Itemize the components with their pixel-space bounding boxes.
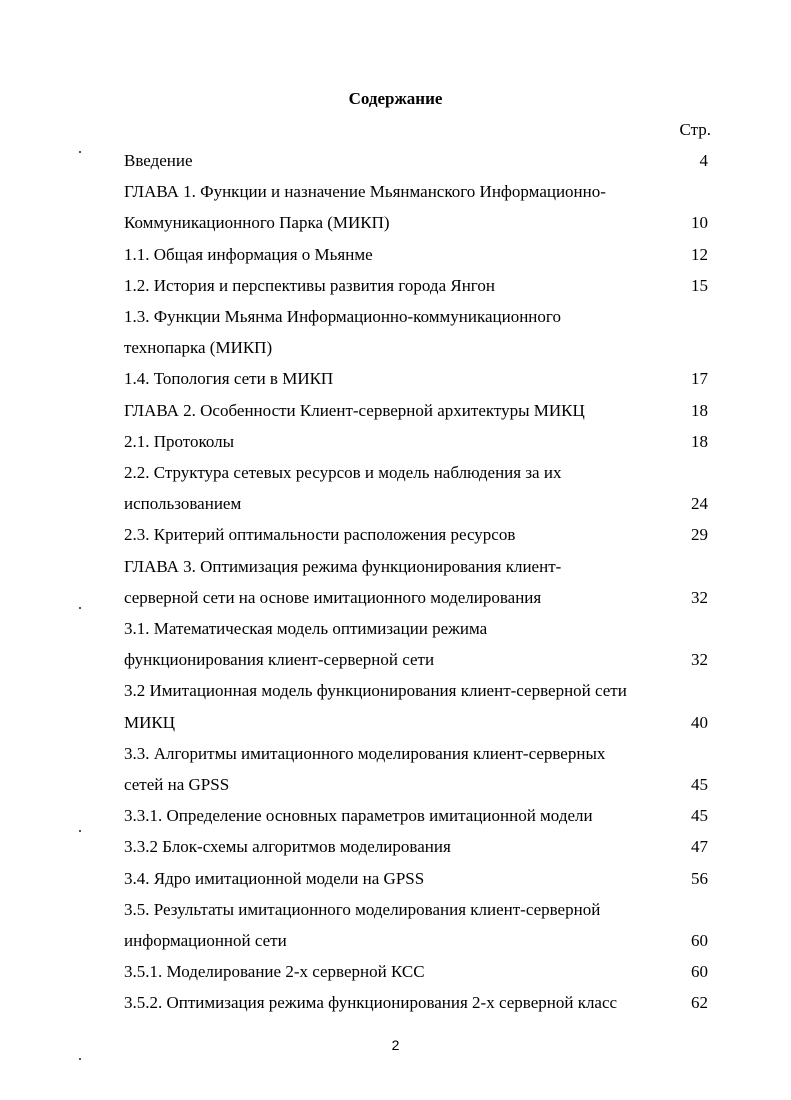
toc-entry-page: 60 bbox=[691, 930, 708, 950]
scan-mark bbox=[79, 830, 81, 832]
toc-entry-text: 3.4. Ядро имитационной модели на GPSS bbox=[124, 868, 425, 888]
toc-entry bbox=[124, 176, 714, 238]
toc-entry-text: 3.2 Имитационная модель функционирования клиент-серверной сети bbox=[124, 681, 627, 701]
page-column-label: Стр. bbox=[679, 120, 711, 139]
toc-entry bbox=[124, 145, 714, 176]
toc-entry-page: 29 bbox=[691, 525, 708, 545]
toc-entry-text: 3.3. Алгоритмы имитационного моделирования клиент-серверных bbox=[124, 743, 606, 763]
toc-entry-text: 1.1. Общая информация о Мьянме bbox=[124, 244, 373, 264]
toc-entry-text: МИКЦ bbox=[124, 712, 176, 732]
page-number: 2 bbox=[391, 1037, 400, 1053]
toc-entry bbox=[124, 613, 714, 675]
toc-entry-text: 2.3. Критерий оптимальности расположения ресурсов bbox=[124, 525, 516, 545]
toc-entry bbox=[124, 675, 714, 737]
toc-entry-page: 40 bbox=[691, 712, 708, 732]
scan-mark bbox=[79, 1058, 81, 1060]
toc-entry-text: информационной сети bbox=[124, 930, 287, 950]
toc-entry-text: функционирования клиент-серверной сети bbox=[124, 650, 435, 670]
toc-entry-text: Коммуникационного Парка (МИКП) bbox=[124, 213, 390, 233]
toc-entry bbox=[124, 239, 714, 270]
toc-entry-text: 1.4. Топология сети в МИКП bbox=[124, 369, 334, 389]
toc-entry bbox=[124, 301, 714, 363]
toc-entry-text: 1.2. История и перспективы развития города Янгон bbox=[124, 275, 495, 295]
toc-entry bbox=[124, 894, 714, 956]
toc-entry-text: 2.1. Протоколы bbox=[124, 431, 235, 451]
toc-entry-text: технопарка (МИКП) bbox=[124, 338, 273, 358]
toc-entry-page: 15 bbox=[691, 275, 708, 295]
toc-entry bbox=[124, 800, 714, 831]
toc-entry-text: 1.3. Функции Мьянма Информационно-коммуникационного bbox=[124, 307, 561, 326]
toc-entry bbox=[124, 738, 714, 800]
toc-entry-text: ГЛАВА 3. Оптимизация режима функционирования клиент- bbox=[124, 556, 562, 576]
toc-entry-text: 2.2. Структура сетевых ресурсов и модель наблюдения за их bbox=[124, 463, 562, 482]
toc-entry-text: ГЛАВА 2. Особенности Клиент-серверной архитектуры МИКЦ bbox=[124, 400, 585, 420]
toc-entry bbox=[124, 519, 714, 550]
toc-entry-page: 4 bbox=[699, 151, 708, 170]
toc-entry bbox=[124, 551, 714, 613]
toc-entry-page: 62 bbox=[691, 993, 708, 1013]
toc-entry-page: 10 bbox=[691, 213, 708, 233]
toc-entry-text: 3.5. Результаты имитационного моделирования клиент-серверной bbox=[124, 899, 601, 919]
toc-entry-page: 32 bbox=[691, 650, 708, 670]
toc-entry bbox=[124, 426, 714, 457]
toc-entry-text: серверной сети на основе имитационного моделирования bbox=[124, 587, 542, 607]
toc-entry-text: Введение bbox=[124, 151, 193, 170]
toc-entry bbox=[124, 457, 714, 519]
toc-entry-page: 45 bbox=[691, 774, 708, 794]
toc-entry-page: 47 bbox=[691, 837, 708, 857]
toc-entry-page: 17 bbox=[691, 369, 708, 389]
toc-entry-page: 45 bbox=[691, 806, 708, 826]
toc-entry-text: сетей на GPSS bbox=[124, 774, 230, 794]
toc-entry-page: 56 bbox=[691, 868, 708, 888]
toc-entry bbox=[124, 987, 714, 1018]
toc-entry bbox=[124, 863, 714, 894]
toc-entry-page: 32 bbox=[691, 587, 708, 607]
page-title: Содержание bbox=[348, 89, 443, 108]
toc-entry bbox=[124, 956, 714, 987]
toc-entry-text: 3.5.1. Моделирование 2-х серверной КСС bbox=[124, 962, 425, 982]
toc-entry-text: использованием bbox=[124, 494, 242, 514]
toc-entry-page: 18 bbox=[691, 431, 708, 451]
toc-entry bbox=[124, 395, 714, 426]
toc-entry bbox=[124, 270, 714, 301]
toc-entry-text: ГЛАВА 1. Функции и назначение Мьянманского Информационно- bbox=[124, 182, 606, 202]
toc-entry-text: 3.3.1. Определение основных параметров имитационной модели bbox=[124, 806, 593, 826]
toc-entry-text: 3.3.2 Блок-схемы алгоритмов моделирования bbox=[124, 837, 451, 857]
toc-entry bbox=[124, 831, 714, 862]
toc-entry bbox=[124, 363, 714, 394]
toc-entry-page: 18 bbox=[691, 400, 708, 420]
toc-entry-page: 12 bbox=[691, 244, 708, 264]
toc-entry-page: 24 bbox=[691, 494, 708, 514]
toc-entry-text: 3.1. Математическая модель оптимизации режима bbox=[124, 619, 488, 638]
toc-entry-page: 60 bbox=[691, 962, 708, 982]
toc-entry-text: 3.5.2. Оптимизация режима функционирования 2-х серверной класс bbox=[124, 993, 618, 1013]
scan-mark bbox=[79, 151, 81, 153]
scan-mark bbox=[79, 607, 81, 609]
